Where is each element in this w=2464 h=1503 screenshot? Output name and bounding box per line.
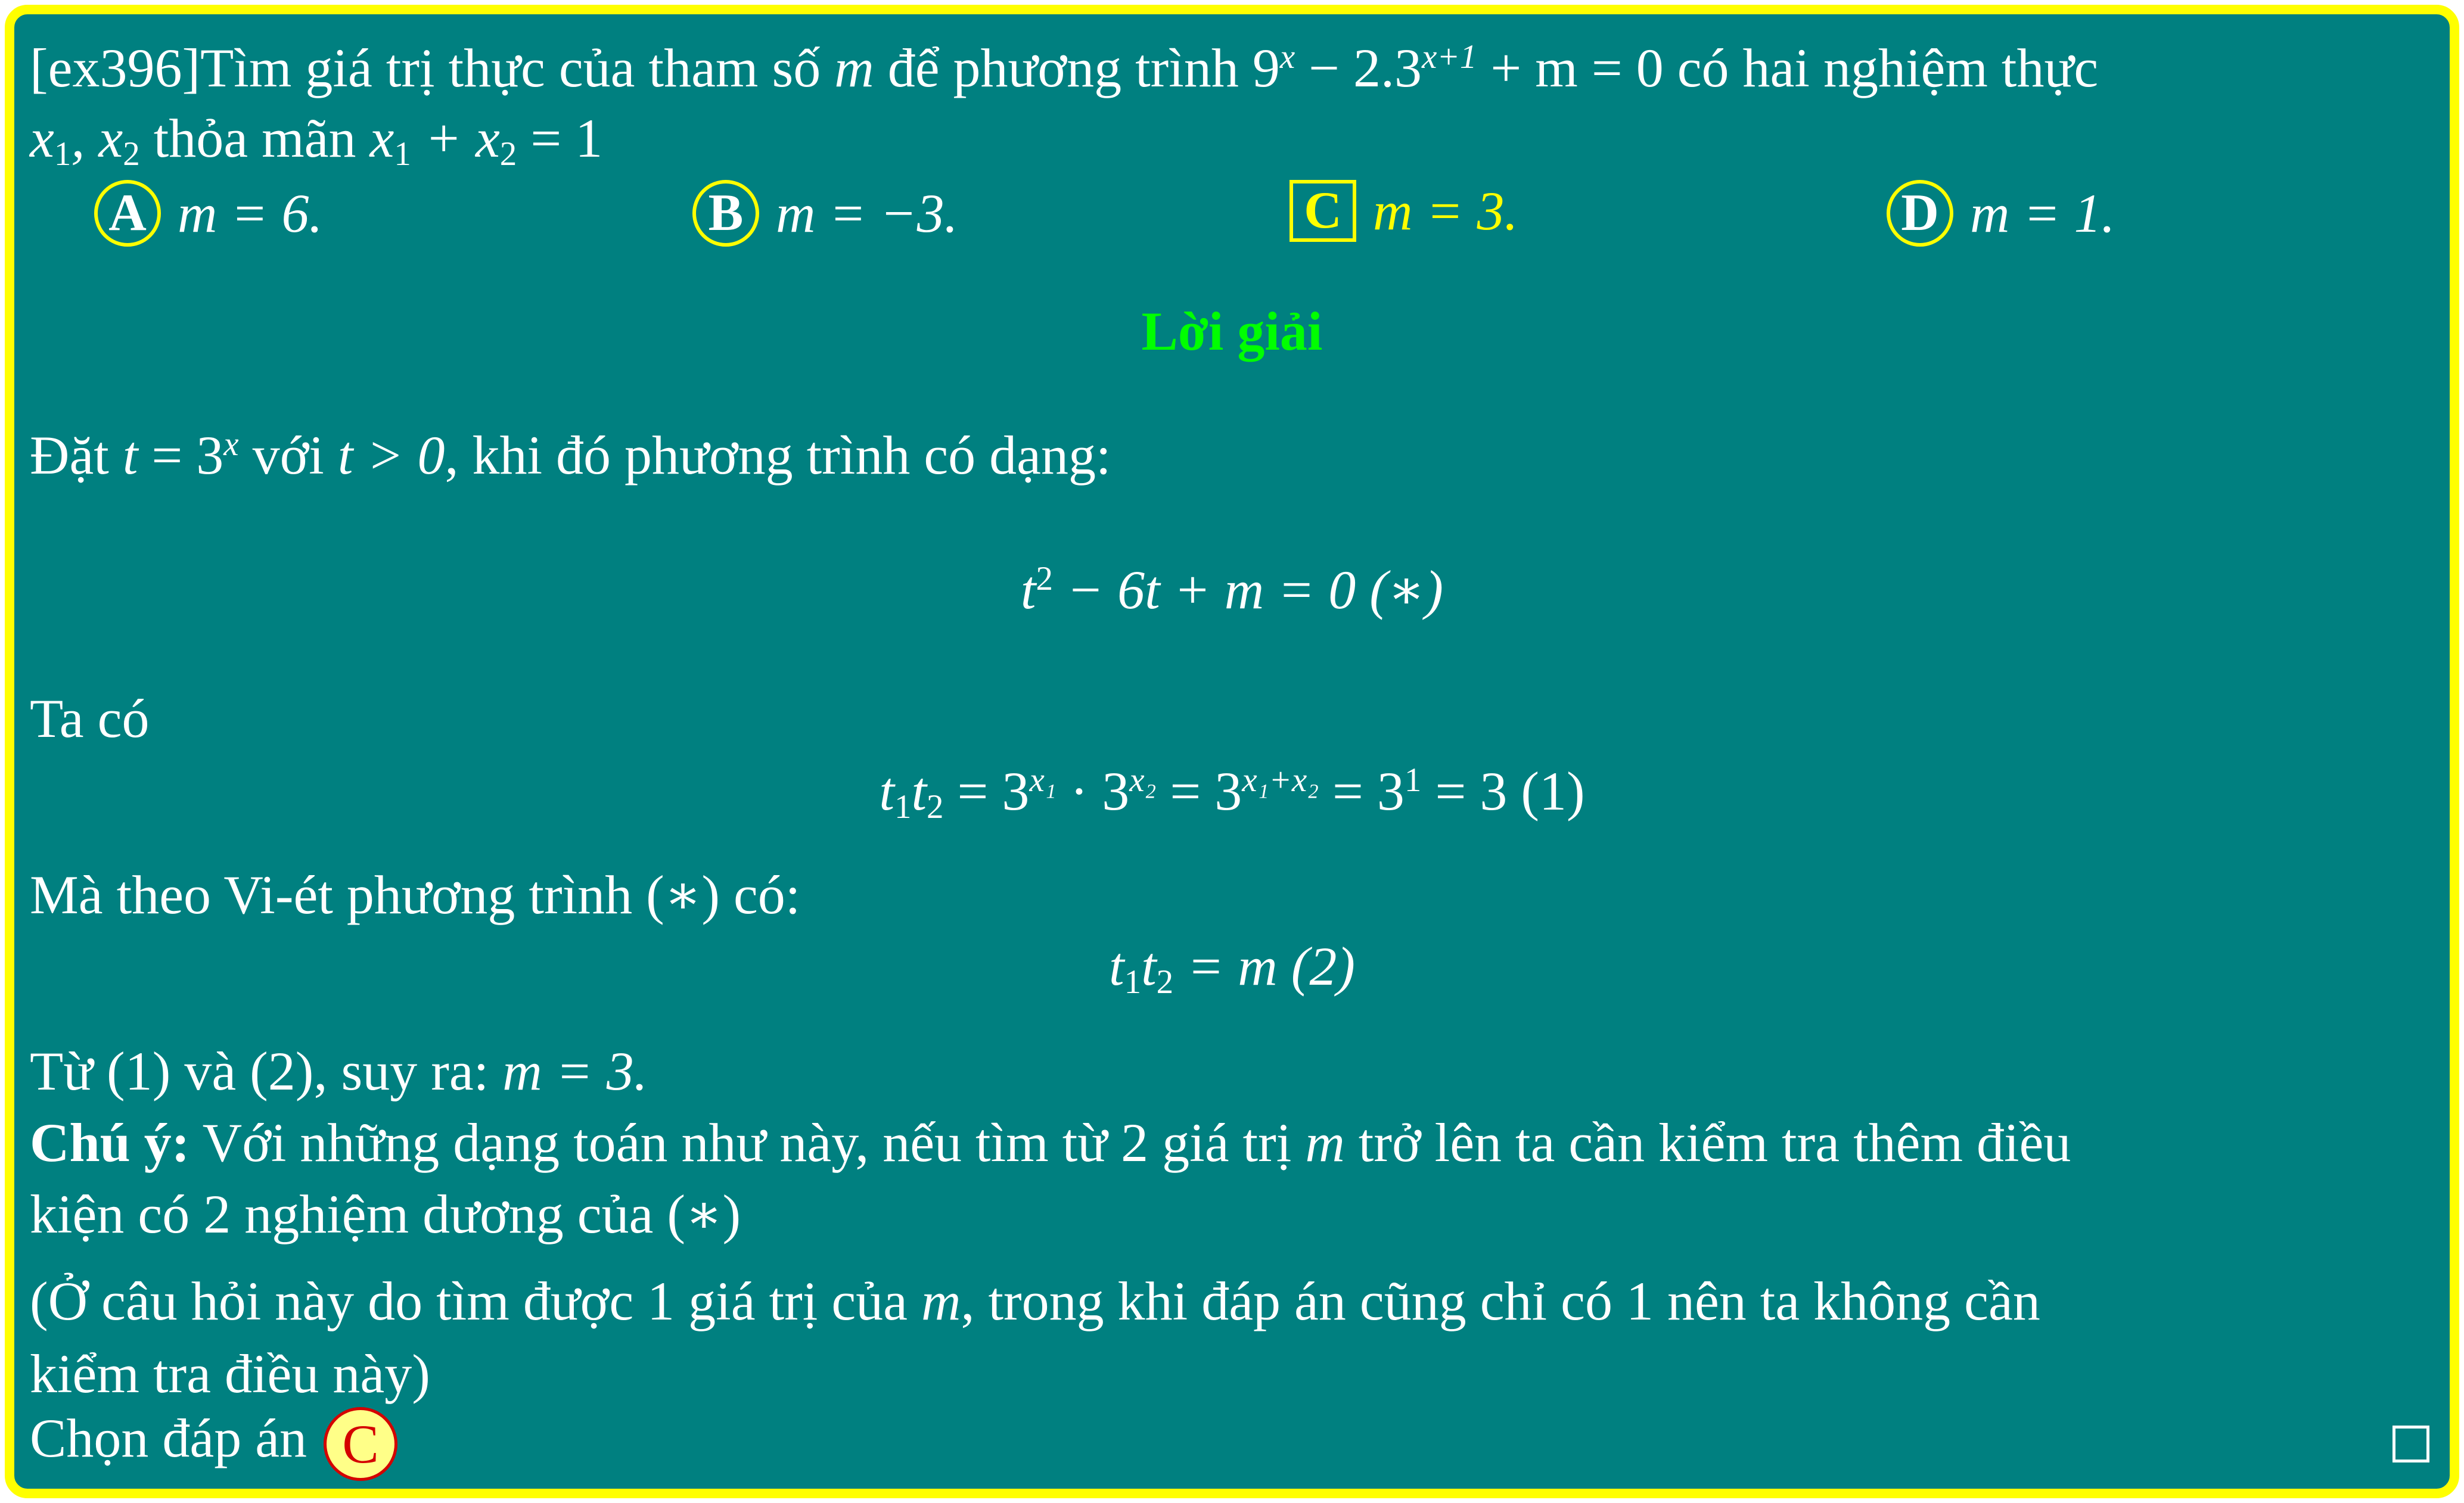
option-c-text: m = 3. [1373,181,1518,241]
option-a [94,180,323,247]
option-a-text: m = 6. [178,183,323,244]
answer-label: Chọn đáp án [30,1408,307,1468]
option-d-badge: D [1887,180,1953,247]
option-d-text: m = 1. [1970,183,2115,244]
equation-1: $t_1t_2 = 3^{x_1} \cdot 3^{x_2} = 3^{x_1+x_2} = 3^1 = 3$ (1) [879,761,1585,826]
solution-conclusion: Từ (1) và (2), suy ra: m = 3. [30,1041,648,1101]
qed-square-icon [2392,1426,2429,1462]
solution-card [5,5,2459,1498]
option-b [692,180,958,247]
question-line-2: $x_1$, $x_2$ thỏa mãn $x_1 + x_2 = 1$ [30,108,603,173]
remark-line-2: kiểm tra điều này) [30,1343,430,1404]
option-b-text: m = −3. [776,183,958,244]
solution-paragraph-3: Mà theo Vi-ét phương trình (∗) có: [30,864,801,925]
option-c-badge: C [1290,180,1356,242]
solution-paragraph-1: Đặt $t = 3^x$ với t > 0, khi đó phương trình có dạng: [30,425,1111,486]
option-d [1887,180,2115,247]
solution-paragraph-2: Ta có [30,688,150,749]
equation-star: $t^2 - 6t + m = 0$ (∗) [1020,559,1444,620]
note-line-1: Chú ý: Với những dạng toán như này, nếu tìm từ 2 giá trị m trở lên ta cần kiểm tra thêm điều [30,1112,2071,1173]
note-label: Chú ý: [30,1112,190,1173]
option-c [1290,180,1518,242]
remark-line-1: (Ở câu hỏi này do tìm được 1 giá trị của m, trong khi đáp án cũng chỉ có 1 nên ta không cần [30,1271,2040,1331]
question-id: [ex396] [30,38,201,98]
note-line-2: kiện có 2 nghiệm dương của (∗) [30,1184,741,1244]
solution-heading: Lời giải [1141,301,1323,362]
option-b-badge: B [692,180,759,247]
option-a-badge: A [94,180,161,247]
question-equation: $9^x - 2.3^{x+1} + m = 0$ [1252,38,1664,98]
equation-2: $t_1t_2 = m$ (2) [1109,936,1355,1001]
question-line-1: [ex396]Tìm giá trị thực của tham số m để phương trình $9^x - 2.3^{x+1} + m = 0$ có hai nghiệm thực [30,38,2099,98]
answer-line [30,1401,397,1481]
answer-badge: C [324,1407,397,1481]
